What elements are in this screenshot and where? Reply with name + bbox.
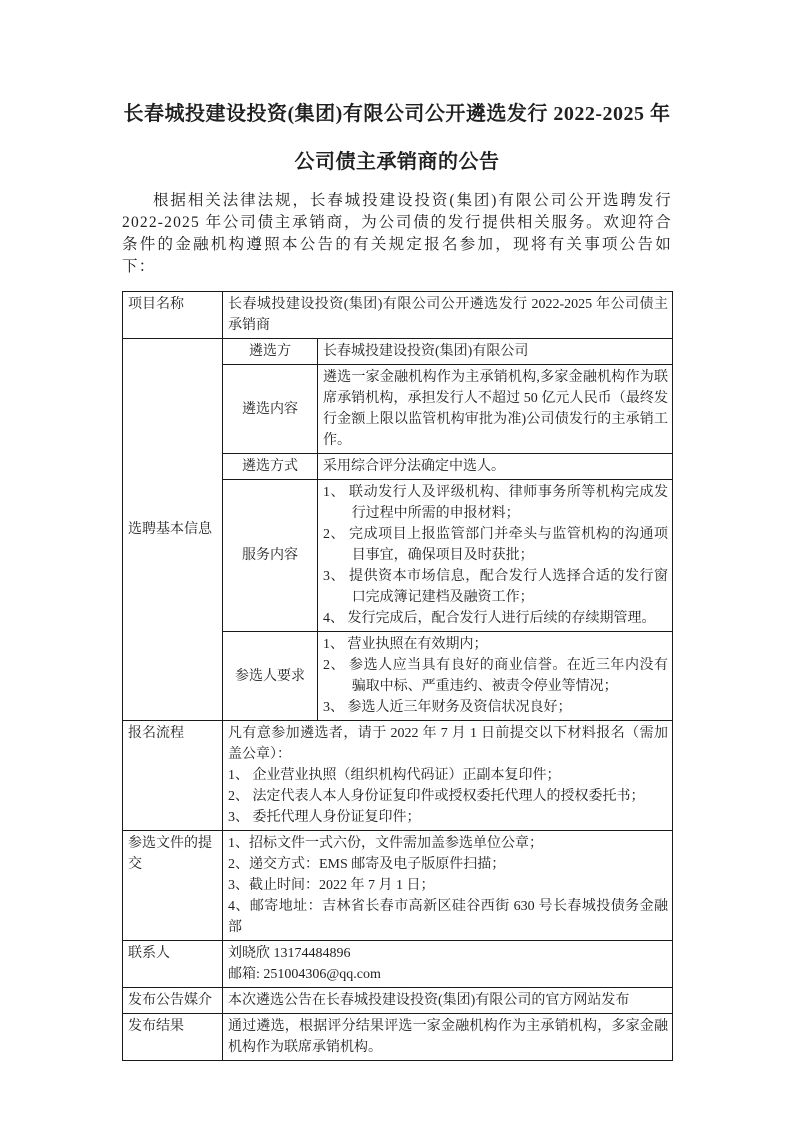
- text-line: 2、 法定代表人本人身份证复印件或授权委托代理人的授权委托书；: [228, 789, 645, 804]
- row-document-submission: [123, 831, 673, 941]
- text-line: 3、 参选人近三年财务及资信状况良好；: [323, 700, 572, 715]
- text-line: 凡有意参加遴选者，请于 2022 年 7 月 1 日前提交以下材料报名（需加盖公章）：: [228, 726, 668, 762]
- text-line: 3、 提供资本市场信息，配合发行人选择合适的发行窗口完成簿记建档及融资工作；: [323, 569, 668, 605]
- value-selection-method: [318, 454, 673, 480]
- label-signup-process: 报名流程: [123, 721, 223, 831]
- text-line: 1、 营业执照在有效期内；: [323, 637, 488, 652]
- row-publish-result: [123, 1014, 673, 1061]
- label-project-name: 项目名称: [123, 292, 223, 339]
- value-contact-person: [223, 941, 673, 988]
- text-line: 长春城投建设投资(集团)有限公司公开遴选发行 2022-2025 年公司债主承销商: [228, 297, 668, 333]
- text-line: 本次遴选公告在长春城投建设投资(集团)有限公司的官方网站发布: [228, 993, 630, 1008]
- text-line: 2、 完成项目上报监管部门并牵头与监管机构的沟通项目事宜，确保项目及时获批；: [323, 527, 668, 563]
- label-basic-info: 选聘基本信息: [123, 339, 223, 721]
- text-line: 邮箱: 251004306@qq.com: [228, 967, 381, 982]
- value-announcement-media: [223, 988, 673, 1014]
- value-participant-requirements: [318, 632, 673, 721]
- row-announcement-media: [123, 988, 673, 1014]
- text-line: 采用综合评分法确定中选人。: [323, 459, 505, 474]
- value-project-name: [223, 292, 673, 339]
- text-line: 1、 联动发行人及评级机构、律师事务所等机构完成发行过程中所需的申报材料；: [323, 485, 668, 521]
- row-selector: [123, 339, 673, 365]
- label-document-submission: 参选文件的提交: [123, 831, 223, 941]
- row-project-name: [123, 292, 673, 339]
- value-document-submission: [223, 831, 673, 941]
- label-publish-result: 发布结果: [123, 1014, 223, 1061]
- value-publish-result: [223, 1014, 673, 1061]
- text-line: 刘晓欣 13174484896: [228, 946, 351, 961]
- announcement-table: [122, 291, 673, 1061]
- row-signup-process: [123, 721, 673, 831]
- label-participant-requirements: 参选人要求: [223, 632, 318, 721]
- intro-paragraph: 根据相关法律法规，长春城投建设投资(集团)有限公司公开选聘发行 2022-2025 年公司债主承销商，为公司债的发行提供相关服务。欢迎符合条件的金融机构遵照本公告的有关规定报名参加，现将有关事项公告如下：: [122, 192, 672, 275]
- value-selection-content: [318, 365, 673, 454]
- text-line: 3、 委托代理人身份证复印件；: [228, 810, 421, 825]
- label-contact-person: 联系人: [123, 941, 223, 988]
- text-line: 通过遴选，根据评分结果评选一家金融机构作为主承销机构，多家金融机构作为联席承销机构。: [228, 1019, 668, 1055]
- document-title-line-1: 长春城投建设投资(集团)有限公司公开遴选发行 2022-2025 年: [123, 103, 671, 125]
- text-line: 4、 发行完成后，配合发行人进行后续的存续期管理。: [323, 611, 656, 626]
- label-service-content: 服务内容: [223, 480, 318, 632]
- label-announcement-media: 发布公告媒介: [123, 988, 223, 1014]
- document-title-line-2: 公司债主承销商的公告: [294, 151, 500, 173]
- text-line: 2、递交方式：EMS 邮寄及电子版原件扫描；: [228, 857, 506, 872]
- label-selector: 遴选方: [223, 339, 318, 365]
- text-line: 遴选一家金融机构作为主承销机构,多家金融机构作为联席承销机构，承担发行人不超过 50 亿元人民币（最终发行金额上限以监管机构审批为准)公司债发行的主承销工作。: [323, 370, 668, 448]
- text-line: 长春城投建设投资(集团)有限公司: [323, 344, 529, 359]
- value-selector: [318, 339, 673, 365]
- text-line: 3、截止时间：2022 年 7 月 1 日；: [228, 878, 435, 893]
- text-line: 1、招标文件一式六份，文件需加盖参选单位公章；: [228, 836, 543, 851]
- label-selection-content: 遴选内容: [223, 365, 318, 454]
- text-line: 2、 参选人应当具有良好的商业信誉。在近三年内没有骗取中标、严重违约、被责令停业等情况；: [323, 658, 668, 694]
- row-contact-person: [123, 941, 673, 988]
- value-service-content: [318, 480, 673, 632]
- text-line: 1、 企业营业执照（组织机构代码证）正副本复印件；: [228, 768, 561, 783]
- label-selection-method: 遴选方式: [223, 454, 318, 480]
- text-line: 4、邮寄地址：吉林省长春市高新区硅谷西街 630 号长春城投债务金融部: [228, 899, 668, 935]
- value-signup-process: [223, 721, 673, 831]
